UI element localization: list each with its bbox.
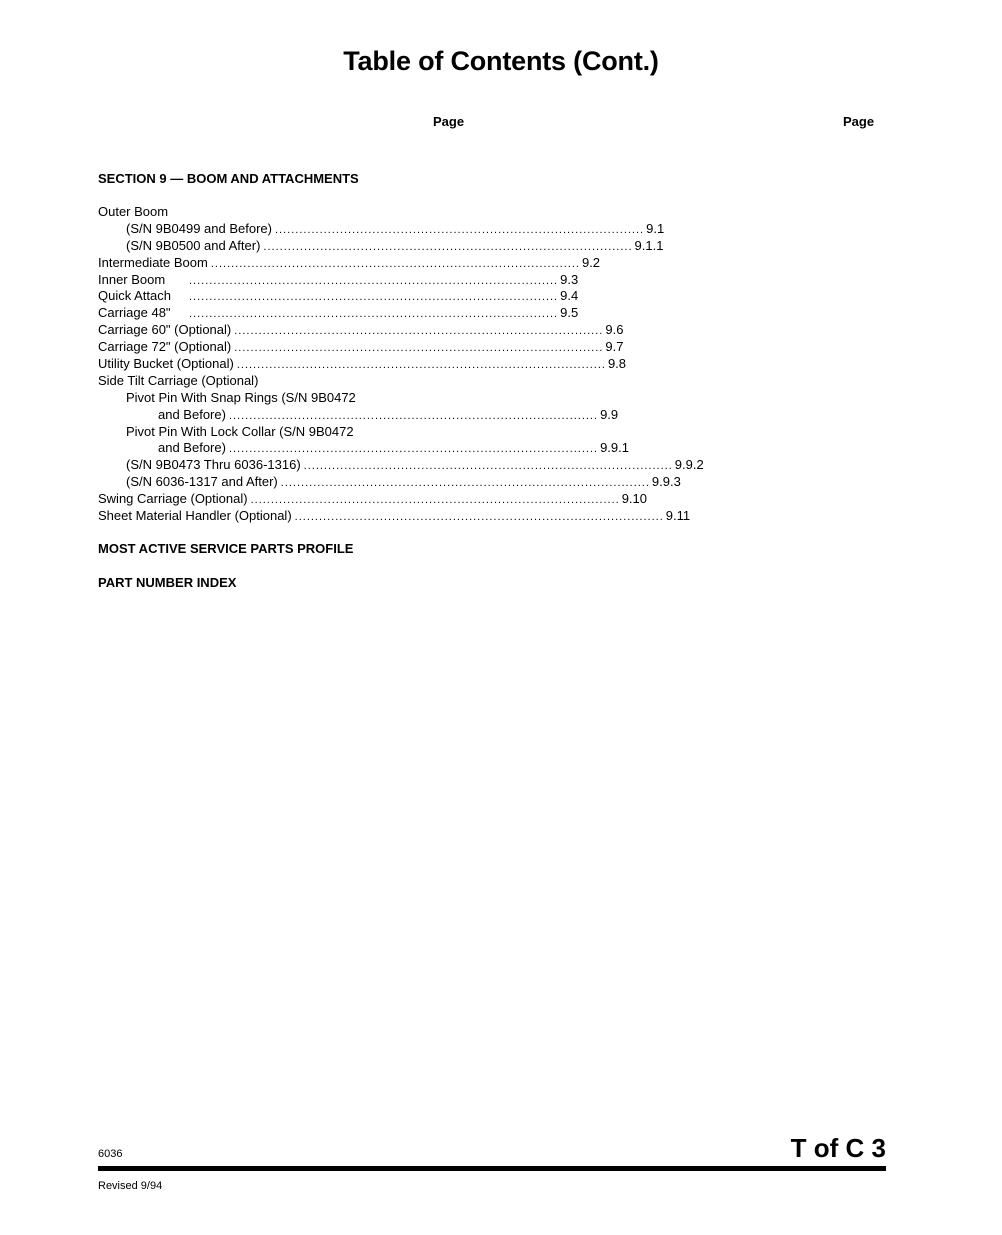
part-number-index-heading: PART NUMBER INDEX bbox=[98, 575, 237, 590]
toc-entry[interactable] bbox=[98, 390, 468, 407]
toc-entry[interactable] bbox=[98, 424, 468, 441]
toc-entry[interactable] bbox=[98, 220, 665, 238]
toc-entry[interactable] bbox=[98, 474, 681, 491]
toc-entry-label: (S/N 6036-1317 and After) bbox=[126, 474, 278, 490]
toc-entry-page: 9.6 bbox=[605, 322, 624, 338]
toc-entry[interactable] bbox=[98, 356, 627, 373]
dot-leader: ........................................................................................... bbox=[189, 291, 559, 304]
dot-leader: ........................................................................................... bbox=[274, 223, 645, 236]
toc-entry-label: Sheet Material Handler (Optional) bbox=[98, 508, 292, 524]
toc-entry[interactable] bbox=[98, 373, 468, 390]
section-9-heading: SECTION 9 — BOOM AND ATTACHMENTS bbox=[98, 171, 359, 186]
toc-entry-label: and Before) bbox=[158, 406, 226, 422]
toc-entry-label: (S/N 9B0499 and Before) bbox=[126, 220, 272, 236]
toc-entry-label: (S/N 9B0473 Thru 6036-1316) bbox=[126, 457, 301, 473]
toc-entry-label: Inner Boom bbox=[98, 271, 166, 287]
toc-entry[interactable] bbox=[98, 271, 579, 289]
toc-entry[interactable] bbox=[98, 288, 579, 305]
toc-entry-page: 9.8 bbox=[607, 356, 627, 372]
dot-leader: ........................................................................................... bbox=[210, 257, 580, 270]
toc-entry-page: 9.1 bbox=[646, 220, 665, 236]
dot-leader: ........................................................................................... bbox=[294, 511, 664, 524]
dot-leader: ........................................................................................... bbox=[303, 460, 673, 473]
toc-entry-label: Carriage 60" (Optional) bbox=[98, 322, 232, 338]
toc-entry[interactable] bbox=[98, 204, 468, 221]
toc-entry-page: 9.9.1 bbox=[600, 440, 629, 456]
toc-entry-label: (S/N 9B0500 and After) bbox=[126, 237, 261, 253]
toc-entry[interactable] bbox=[98, 254, 601, 272]
toc-list bbox=[98, 204, 704, 525]
page-column-header-left: Page bbox=[433, 114, 465, 129]
dot-leader: ........................................................................................... bbox=[189, 274, 559, 287]
dot-leader: ........................................................................................... bbox=[280, 477, 650, 490]
page-number: T of C 3 bbox=[790, 1133, 886, 1163]
toc-entry-page: 9.11 bbox=[665, 508, 691, 524]
parts-profile-heading: MOST ACTIVE SERVICE PARTS PROFILE bbox=[98, 541, 354, 556]
toc-entry-page: 9.10 bbox=[621, 491, 648, 507]
toc-entry-page: 9.9.3 bbox=[651, 474, 681, 490]
toc-entry[interactable] bbox=[98, 491, 648, 508]
dot-leader: ........................................................................................... bbox=[228, 409, 599, 422]
toc-entry-page: 9.1.1 bbox=[634, 237, 664, 253]
revision-date: Revised 9/94 bbox=[98, 1180, 163, 1192]
toc-entry-page: 9.9.2 bbox=[674, 457, 704, 473]
toc-entry-label: Swing Carriage (Optional) bbox=[98, 491, 248, 507]
toc-entry-label: and Before) bbox=[158, 440, 226, 456]
toc-entry-label: Carriage 72" (Optional) bbox=[98, 339, 232, 355]
dot-leader: ........................................................................................... bbox=[234, 342, 604, 355]
toc-entry[interactable] bbox=[98, 339, 624, 356]
toc-entry[interactable] bbox=[98, 305, 579, 322]
toc-entry[interactable] bbox=[98, 440, 629, 457]
toc-entry-page: 9.4 bbox=[560, 288, 579, 304]
toc-entry-page: 9.5 bbox=[560, 305, 579, 321]
dot-leader: ........................................................................................... bbox=[228, 443, 599, 456]
toc-entry[interactable] bbox=[98, 508, 691, 525]
dot-leader: ........................................................................................... bbox=[263, 240, 633, 253]
toc-entry-page: 9.9 bbox=[600, 406, 619, 422]
toc-entry-label: Pivot Pin With Snap Rings (S/N 9B0472 bbox=[126, 389, 356, 405]
toc-entry-label: Utility Bucket (Optional) bbox=[98, 356, 234, 372]
toc-entry-label: Outer Boom bbox=[98, 204, 169, 219]
toc-entry-page: 9.2 bbox=[581, 254, 601, 270]
toc-entry-label: Pivot Pin With Lock Collar (S/N 9B0472 bbox=[126, 423, 354, 439]
toc-entry-label: Quick Attach bbox=[98, 288, 171, 304]
toc-entry[interactable] bbox=[98, 406, 619, 424]
toc-entry-label: Side Tilt Carriage (Optional) bbox=[98, 372, 259, 388]
dot-leader: ........................................................................................... bbox=[234, 325, 604, 338]
dot-leader: ........................................................................................... bbox=[250, 494, 620, 507]
toc-entry[interactable] bbox=[98, 457, 704, 474]
page-title: Table of Contents (Cont.) bbox=[343, 46, 659, 76]
dot-leader: ........................................................................................... bbox=[189, 308, 559, 321]
toc-entry-page: 9.3 bbox=[560, 271, 579, 287]
toc-entry-page: 9.7 bbox=[605, 339, 624, 355]
toc-entry[interactable] bbox=[98, 322, 624, 339]
dot-leader: ........................................................................................... bbox=[236, 359, 606, 372]
page-column-header-right: Page bbox=[843, 114, 875, 129]
toc-entry[interactable] bbox=[98, 237, 664, 255]
toc-entry-label: Carriage 48" bbox=[98, 305, 171, 321]
footer-rule bbox=[98, 1166, 886, 1171]
toc-entry-label: Intermediate Boom bbox=[98, 254, 208, 270]
model-number: 6036 bbox=[98, 1148, 123, 1160]
